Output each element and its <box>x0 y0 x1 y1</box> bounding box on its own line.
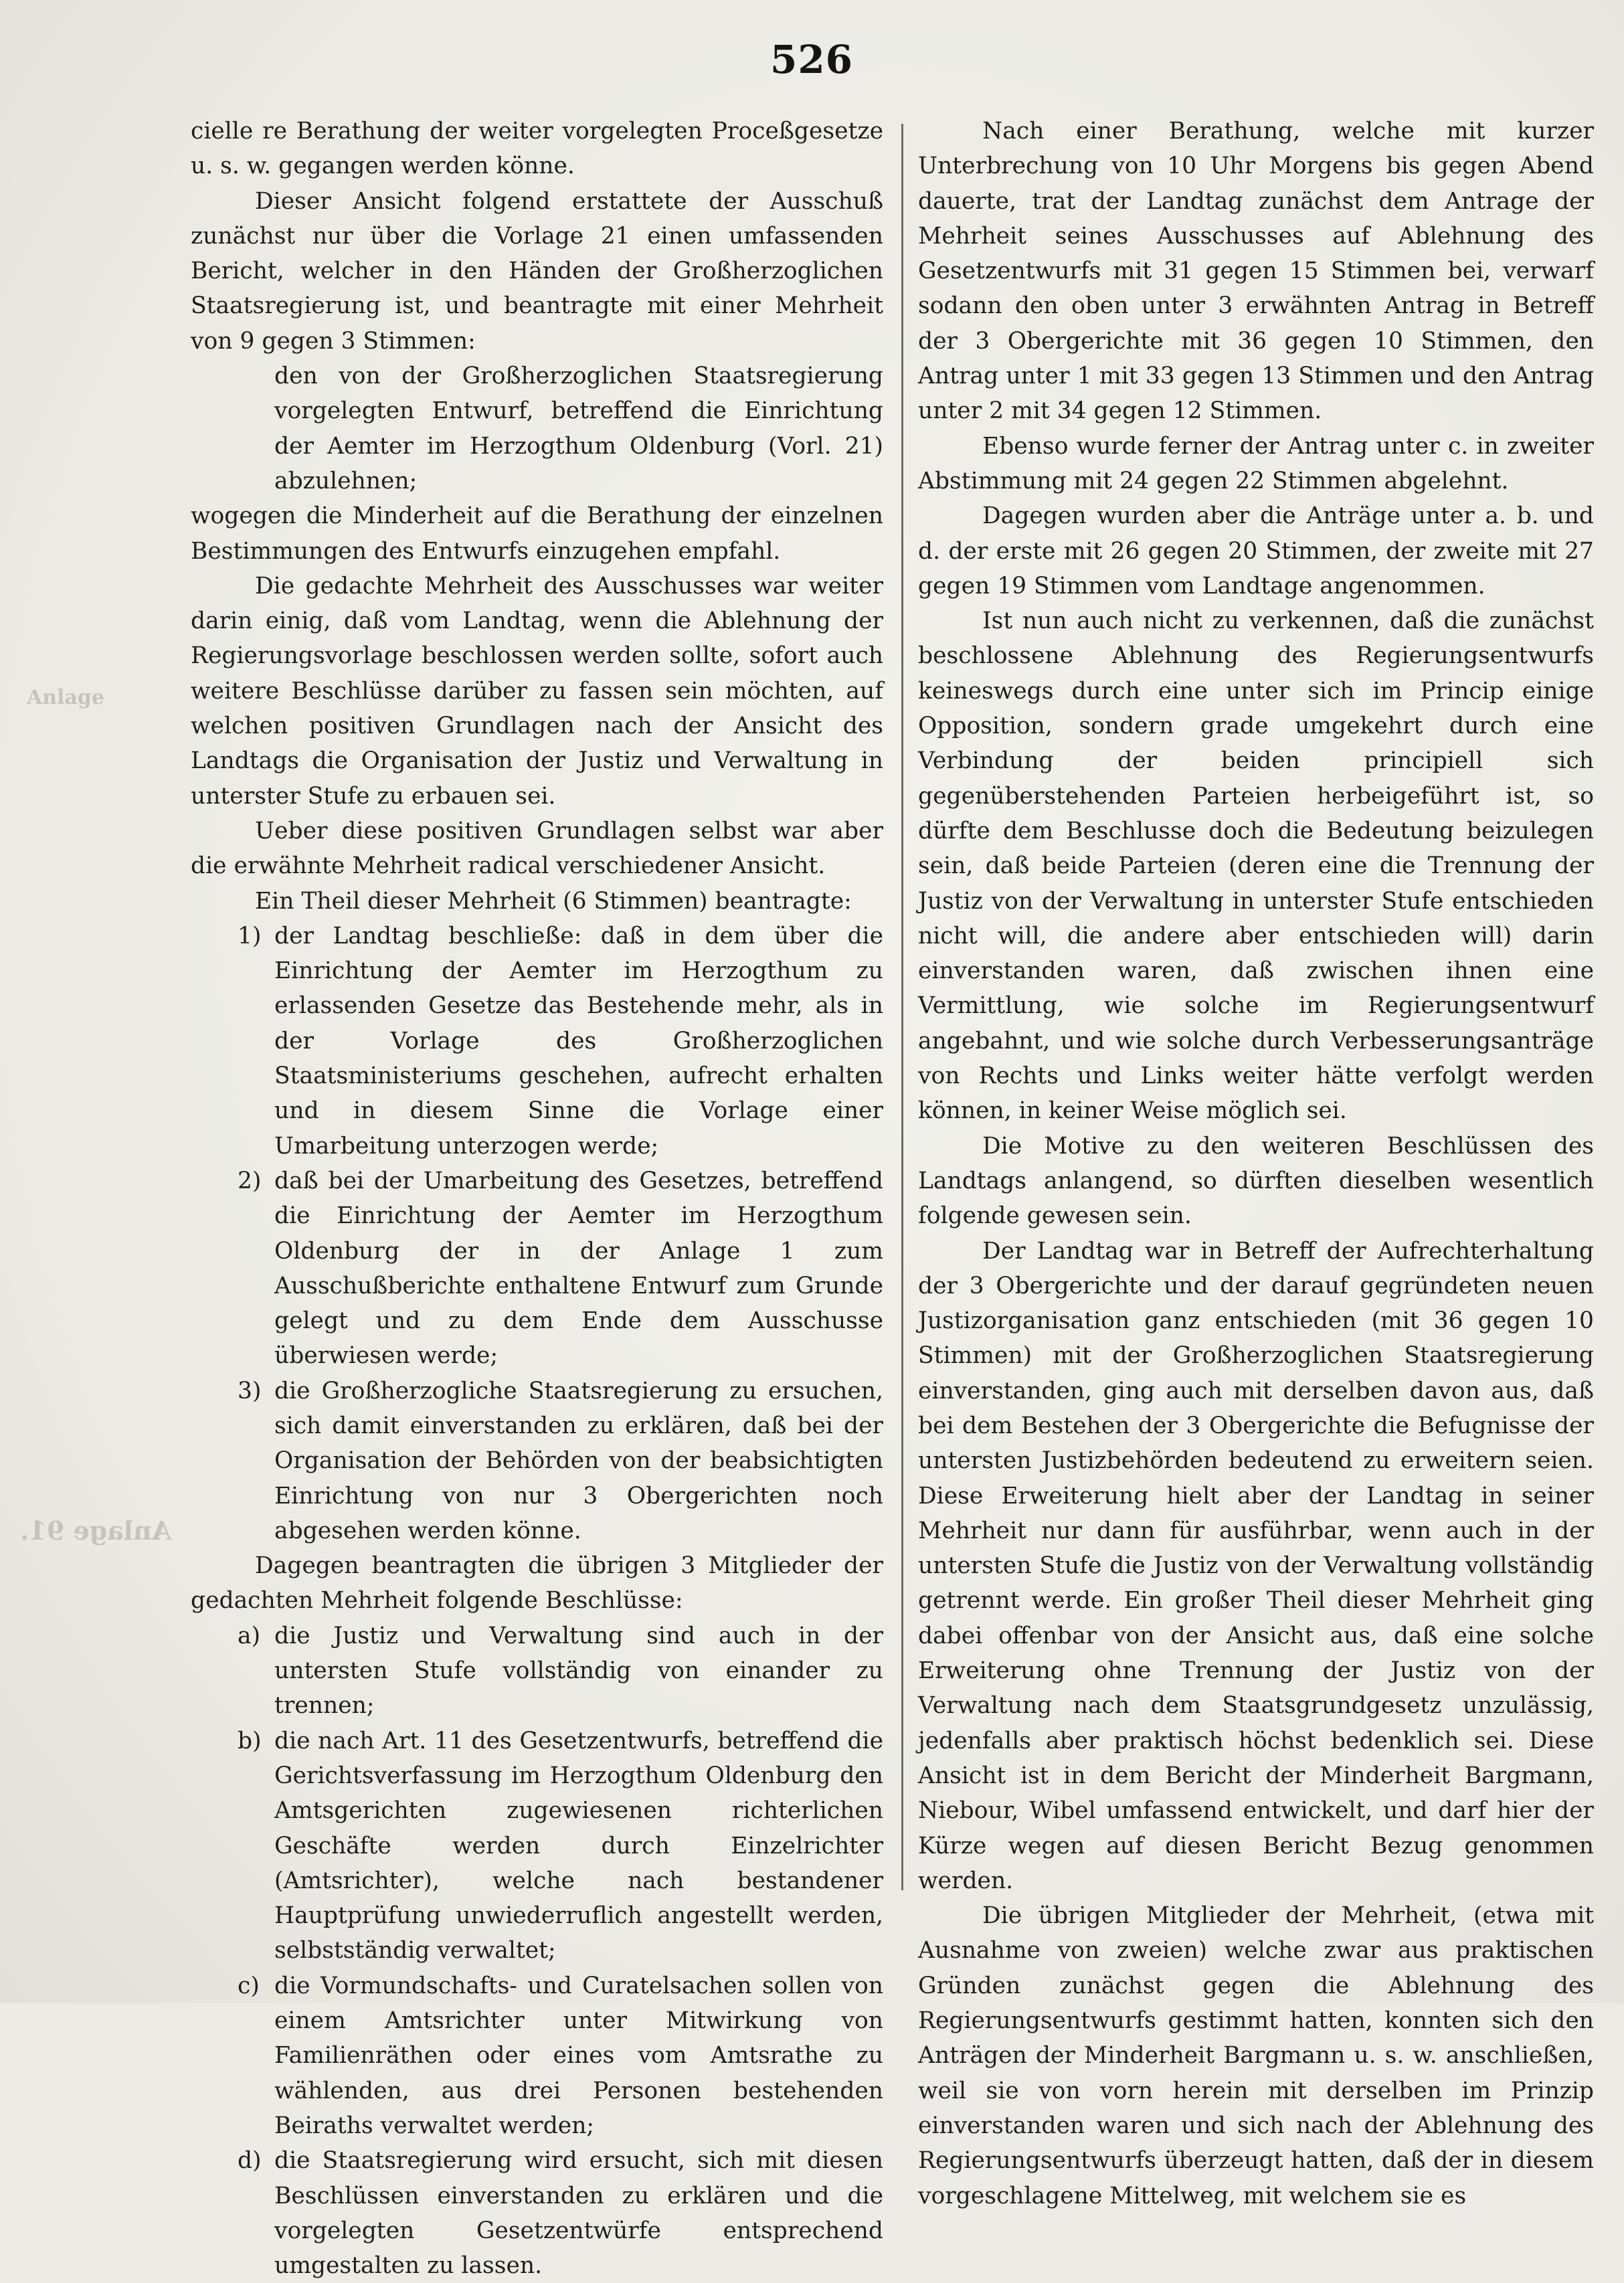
numbered-item <box>191 1164 883 1374</box>
paragraph: Ist nun auch nicht zu verkennen, daß die zunächst beschlossene Ablehnung des Regierungsentwurfs keineswegs durch eine unter sich im Princip einige Opposition, sondern grade umgekehrt durch eine Verbindung der beiden principiell sich gegenüberstehenden Parteien herbeigeführt ist, so dürfte dem Beschlusse doch die Bedeutung beizulegen sein, daß beide Parteien (deren eine die Trennung der Justiz von der Verwaltung in unterster Stufe entschieden nicht will, die andere aber entschieden will) darin einverstanden waren, daß zwischen ihnen eine Vermittlung, wie solche im Regierungsentwurf angebahnt, und wie solche durch Verbesserungsanträge von Rechts und Links weiter hätte verfolgt werden können, in keiner Weise möglich sei. <box>918 608 1594 1125</box>
right-column <box>918 114 1594 2213</box>
item-text: der Landtag beschließe: daß in dem über die Einrichtung der Aemter im Herzogthum zu erlassenden Gesetze das Bestehende mehr, als in der Vorlage des Großherzoglichen Staatsministeriums geschehen, aufrecht erhalten und in diesem Sinne die Vorlage einer Umarbeitung unterzogen werde; <box>274 922 883 1160</box>
paragraph: Der Landtag war in Betreff der Aufrechterhaltung der 3 Obergerichte und der darauf gegründeten neuen Justizorganisation ganz entschieden (mit 36 gegen 10 Stimmen) mit der Großherzoglichen Staatsregierung einverstanden, ging auch mit derselben davon aus, daß bei dem Bestehen der 3 Obergerichte die Befugnisse der untersten Justizbehörden bedeutend zu erweitern seien. Diese Erweiterung hielt aber der Landtag in seiner Mehrheit nur dann für ausführbar, wenn auch in der untersten Stufe die Justiz von der Verwaltung vollständig getrennt werde. Ein großer Theil dieser Mehrheit ging dabei offenbar von der Ansicht aus, daß eine solche Erweiterung ohne Trennung der Justiz von der Verwaltung nach dem Staatsgrundgesetz unzulässig, jedenfalls aber praktisch höchst bedenklich sei. Diese Ansicht ist in dem Bericht der Minderheit Bargmann, Niebour, Wibel umfassend entwickelt, und darf hier der Kürze wegen auf diesen Bericht Bezug genommen werden. <box>918 1237 1594 1894</box>
item-text: daß bei der Umarbeitung des Gesetzes, betreffend die Einrichtung der Aemter im Herzogthum Oldenburg der in der Anlage 1 zum Ausschußberichte enthaltene Entwurf zum Grunde gelegt und zu dem Ende dem Ausschusse überwiesen werde; <box>274 1167 883 1370</box>
item-text: die nach Art. 11 des Gesetzentwurfs, betreffend die Gerichtsverfassung im Herzogthum Oldenburg den Amtsgerichten zugewiesenen richterlichen Geschäfte werden durch Einzelrichter (Amtsrichter), welche nach bestandener Hauptprüfung unwiederruflich angestellt werden, selbstständig verwaltet; <box>274 1727 883 1965</box>
paragraph: Dagegen wurden aber die Anträge unter a. b. und d. der erste mit 26 gegen 20 Stimmen, der zweite mit 27 gegen 19 Stimmen vom Landtage angenommen. <box>918 503 1594 600</box>
paragraph: Dieser Ansicht folgend erstattete der Ausschuß zunächst nur über die Vorlage 21 einen umfassenden Bericht, welcher in den Händen der Großherzoglichen Staatsregierung ist, und beantragte mit einer Mehrheit von 9 gegen 3 Stimmen: <box>191 187 883 355</box>
paragraph: wogegen die Minderheit auf die Berathung der einzelnen Bestimmungen des Entwurfs einzugehen empfahl. <box>191 503 883 565</box>
lettered-item <box>191 2143 883 2283</box>
item-text: die Justiz und Verwaltung sind auch in der untersten Stufe vollständig von einander zu trennen; <box>274 1622 883 1720</box>
item-label: c) <box>238 1972 260 1999</box>
left-column <box>191 114 883 2283</box>
paragraph: Ueber diese positiven Grundlagen selbst war aber die erwähnte Mehrheit radical verschiedener Ansicht. <box>191 817 883 880</box>
column-divider <box>901 124 903 1890</box>
lettered-item <box>191 1969 883 2143</box>
item-label: b) <box>238 1727 262 1754</box>
item-label: 1) <box>238 922 262 949</box>
item-label: d) <box>238 2147 262 2175</box>
item-label: 2) <box>238 1167 262 1194</box>
numbered-item <box>191 1374 883 1548</box>
bleed-through-text: Anlage <box>27 686 104 709</box>
lettered-item <box>191 1619 883 1724</box>
quoted-motion: den von der Großherzoglichen Staatsregierung vorgelegten Entwurf, betreffend die Einrichtung der Aemter im Herzogthum Oldenburg (Vorl. 21) abzulehnen; <box>274 363 883 494</box>
item-text: die Großherzogliche Staatsregierung zu ersuchen, sich damit einverstanden zu erklären, daß bei der Organisation der Behörden von der beabsichtigten Einrichtung von nur 3 Obergerichten noch abgesehen werden könne. <box>274 1377 883 1544</box>
item-label: 3) <box>238 1377 262 1404</box>
paragraph: Ebenso wurde ferner der Antrag unter c. in zweiter Abstimmung mit 24 gegen 22 Stimmen abgelehnt. <box>918 432 1594 494</box>
item-text: die Vormundschafts- und Curatelsachen sollen von einem Amtsrichter unter Mitwirkung von Familienräthen oder eines vom Amtsrathe zu wählenden, aus drei Personen bestehenden Beiraths verwaltet werden; <box>274 1972 883 2139</box>
numbered-item <box>191 919 883 1164</box>
paragraph: Die übrigen Mitglieder der Mehrheit, (etwa mit Ausnahme von zweien) welche zwar aus praktischen Gründen zunächst gegen die Ablehnung des Regierungsentwurfs gestimmt hatten, konnten sich den Anträgen der Minderheit Bargmann u. s. w. anschließen, weil sie von vorn herein mit derselben im Prinzip einverstanden waren und sich nach der Ablehnung des Regierungsentwurfs überzeugt hatten, daß der in diesem vorgeschlagene Mittelweg, mit welchem sie es <box>918 1902 1594 2209</box>
paragraph: Die gedachte Mehrheit des Ausschusses war weiter darin einig, daß vom Landtag, wenn die Ablehnung der Regierungsvorlage beschlossen werden sollte, sofort auch weitere Beschlüsse darüber zu fassen sein möchten, auf welchen positiven Grundlagen nach der Ansicht des Landtags die Organisation der Justiz und Verwaltung in unterster Stufe zu erbauen sei. <box>191 572 883 810</box>
item-label: a) <box>238 1622 261 1649</box>
item-text: die Staatsregierung wird ersucht, sich mit diesen Beschlüssen einverstanden zu erklären und die vorgelegten Gesetzentwürfe entsprechend umgestalten zu lassen. <box>274 2147 883 2280</box>
paragraph: cielle re Berathung der weiter vorgelegten Proceßgesetze u. s. w. gegangen werden könne. <box>191 118 883 180</box>
paragraph: Die Motive zu den weiteren Beschlüssen des Landtags anlangend, so dürften dieselben wesentlich folgende gewesen sein. <box>918 1132 1594 1230</box>
paragraph: Nach einer Berathung, welche mit kurzer Unterbrechung von 10 Uhr Morgens bis gegen Abend dauerte, trat der Landtag zunächst dem Antrage der Mehrheit seines Ausschusses auf Ablehnung des Gesetzentwurfs mit 31 gegen 15 Stimmen bei, verwarf sodann den oben unter 3 erwähnten Antrag in Betreff der 3 Obergerichte mit 36 gegen 10 Stimmen, den Antrag unter 1 mit 33 gegen 13 Stimmen und den Antrag unter 2 mit 34 gegen 12 Stimmen. <box>918 118 1594 425</box>
page-number: 526 <box>770 37 854 82</box>
lettered-item <box>191 1724 883 1969</box>
bleed-through-text: Anlage 91. <box>20 1516 172 1546</box>
paragraph: Ein Theil dieser Mehrheit (6 Stimmen) beantragte: <box>255 887 852 915</box>
paragraph: Dagegen beantragten die übrigen 3 Mitglieder der gedachten Mehrheit folgende Beschlüsse: <box>191 1552 883 1615</box>
